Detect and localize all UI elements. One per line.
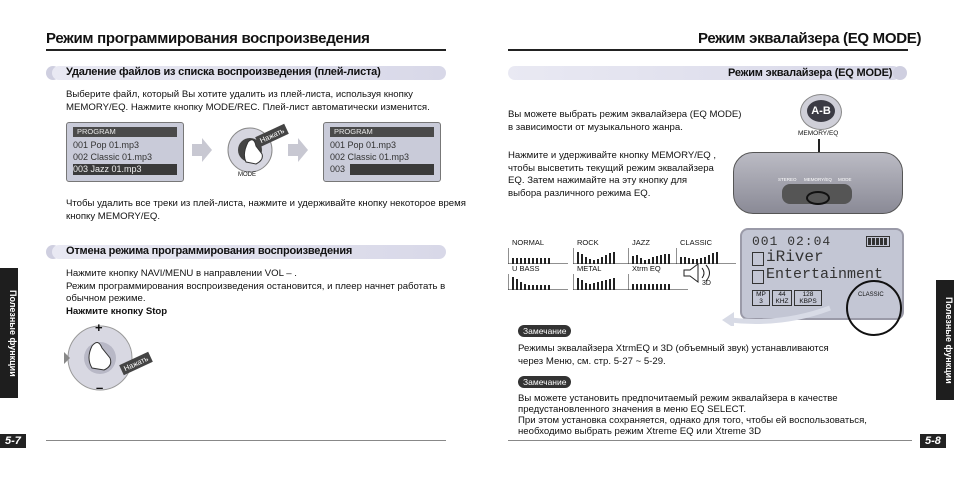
eq-mode-label: U BASS <box>512 264 540 273</box>
note1-text <box>518 343 829 368</box>
file-icon <box>752 252 764 266</box>
arrow-right-icon <box>288 138 308 162</box>
eq-mode-label: NORMAL <box>512 238 545 247</box>
section1-line: MEMORY/EQ. Нажмите кнопку MODE/REC. Плей-лист автоматически изменится. <box>66 101 430 113</box>
display-eq-label: CLASSIC <box>858 292 884 298</box>
note-badge: Замечание <box>518 325 571 337</box>
device-label-memory: MEMORY/EQ <box>804 177 832 182</box>
navi-button-illustration <box>62 322 162 394</box>
eq-bars-icon <box>628 274 688 290</box>
right-para2-line: выбора различного режима EQ. <box>508 187 651 199</box>
left-side-tab: Полезные функции <box>0 268 18 398</box>
section2-text <box>66 268 445 318</box>
arrow-right-icon <box>192 138 212 162</box>
right-para2-line: EQ. Затем нажимайте на эту кнопку для <box>508 175 688 186</box>
eq-mode-metal <box>573 264 633 294</box>
section1-title: Удаление файлов из списка воспроизведения (плей-листа) <box>66 66 381 78</box>
right-side-tab: Полезные функции <box>936 280 954 400</box>
eq-mode-label: Xtrm EQ <box>632 264 661 273</box>
right-para2-line: Нажмите и удерживайте кнопку MEMORY/EQ , <box>508 150 717 161</box>
ab-button <box>800 94 842 130</box>
eq-mode-label: JAZZ <box>632 238 650 247</box>
eq-bars-icon <box>508 248 568 264</box>
lcd-before-header: PROGRAM <box>73 127 177 137</box>
badge-samplerate: 44 KHZ <box>772 290 792 306</box>
eq-mode-label: CLASSIC <box>680 238 713 247</box>
press-label: Нажать <box>119 352 153 375</box>
section1-line: Выберите файл, который Вы хотите удалить из плей-листа, используя кнопку <box>66 89 413 100</box>
section1-after-text <box>66 198 466 223</box>
left-footer-rule <box>46 440 446 441</box>
right-page-number: 5-8 <box>920 434 946 448</box>
lcd-before <box>66 122 184 182</box>
right-subtitle: Режим эквалайзера (EQ MODE) <box>728 67 893 79</box>
lcd-before-row-selected: 003 Jazz 01.mp3 <box>73 164 177 175</box>
lcd-after <box>323 122 441 182</box>
note1-line: через Меню, см. стр. 5-27 ~ 5-29. <box>518 355 666 367</box>
note-badge: Замечание <box>518 376 571 388</box>
note2-line: Вы можете установить предпочитаемый режим эквалайзера в качестве <box>518 393 838 404</box>
ab-caption: MEMORY/EQ <box>798 130 839 137</box>
eq-bars-icon <box>573 248 633 264</box>
eq-mode-label: ROCK <box>577 238 599 247</box>
section1-after-line: Чтобы удалить все треки из плей-листа, нажмите и удерживайте кнопку некоторое время <box>66 198 466 209</box>
device-label-mode: MODE <box>838 177 852 182</box>
right-para2 <box>508 150 716 200</box>
lcd-before-row: 001 Pop 01.mp3 <box>73 140 140 150</box>
eq-mode-label: METAL <box>577 264 602 273</box>
badge-bitrate: 128 KBPS <box>794 290 822 306</box>
right-para2-line: чтобы высветить текущий режим эквалайзера <box>508 162 714 174</box>
section1-after-line: кнопку MEMORY/EQ. <box>66 210 160 222</box>
right-para1 <box>508 109 741 134</box>
note2-line: При этом установка сохраняется, однако для того, чтобы ей воспользоваться, <box>518 415 867 426</box>
section2-line: Режим программирования воспроизведения остановится, и плеер начнет работать в <box>66 280 446 292</box>
lcd-after-header: PROGRAM <box>330 127 434 137</box>
surround-3d-icon <box>680 262 714 290</box>
battery-icon <box>866 236 890 247</box>
eq-bars-icon <box>573 274 633 290</box>
music-note-icon <box>752 270 764 284</box>
eq-bars-icon <box>508 274 568 290</box>
eq-highlight-ring <box>846 280 902 336</box>
left-page-title: Режим программирования воспроизведения <box>46 30 370 47</box>
left-page-number: 5-7 <box>0 434 26 448</box>
note2-line: предустановленного значения в меню EQ SELECT. <box>518 404 747 415</box>
surround-label: 3D <box>702 280 711 287</box>
note2-text <box>518 393 867 437</box>
right-title-rule <box>508 49 908 51</box>
right-para1-line: в зависимости от музыкального жанра. <box>508 121 683 133</box>
right-subtitle-bullet <box>893 66 907 80</box>
display-line3: Entertainment <box>766 266 884 283</box>
ab-button-label: A-B <box>807 100 835 122</box>
right-footer-rule <box>508 440 912 441</box>
right-para1-line: Вы можете выбрать режим эквалайзера (EQ MODE) <box>508 109 742 120</box>
right-page-title: Режим эквалайзера (EQ MODE) <box>698 30 922 47</box>
player-device <box>733 152 903 214</box>
left-title-rule <box>46 49 446 51</box>
plus-label: + <box>95 320 103 335</box>
display-line2: iRiver <box>766 248 824 266</box>
eq-mode-xtrm <box>628 264 688 294</box>
mode-button-label: MODE <box>238 172 256 178</box>
lcd-after-row: 003 <box>330 164 346 174</box>
display-line1: 001 02:04 <box>752 234 832 249</box>
lcd-after-cursor <box>350 164 434 175</box>
eq-mode-ubass <box>508 264 568 294</box>
device-label-stereo: STEREO <box>778 177 797 182</box>
curved-arrow-icon <box>722 302 832 326</box>
lcd-after-row: 002 Classic 01.mp3 <box>330 152 410 162</box>
section2-line: обычном режиме. <box>66 293 146 304</box>
device-highlight-ring <box>806 191 830 205</box>
badge-format: MP 3 <box>752 290 770 306</box>
minus-label: – <box>96 380 104 395</box>
press-label: Нажать <box>255 124 289 147</box>
note2-line: необходимо выбрать режим Xtreme EQ или Xtreme 3D <box>518 426 762 437</box>
section2-bold-line: Нажмите кнопку Stop <box>66 305 168 317</box>
lcd-after-row: 001 Pop 01.mp3 <box>330 140 397 150</box>
section2-line: Нажмите кнопку NAVI/MENU в направлении VOL – . <box>66 268 297 279</box>
lcd-before-row: 002 Classic 01.mp3 <box>73 152 153 162</box>
note1-line: Режимы эквалайзера XtrmEQ и 3D (объемный звук) устанавливаются <box>518 343 829 354</box>
section1-text <box>66 89 430 114</box>
mode-button-illustration <box>222 124 286 180</box>
section2-title: Отмена режима программирования воспроизведения <box>66 245 353 257</box>
